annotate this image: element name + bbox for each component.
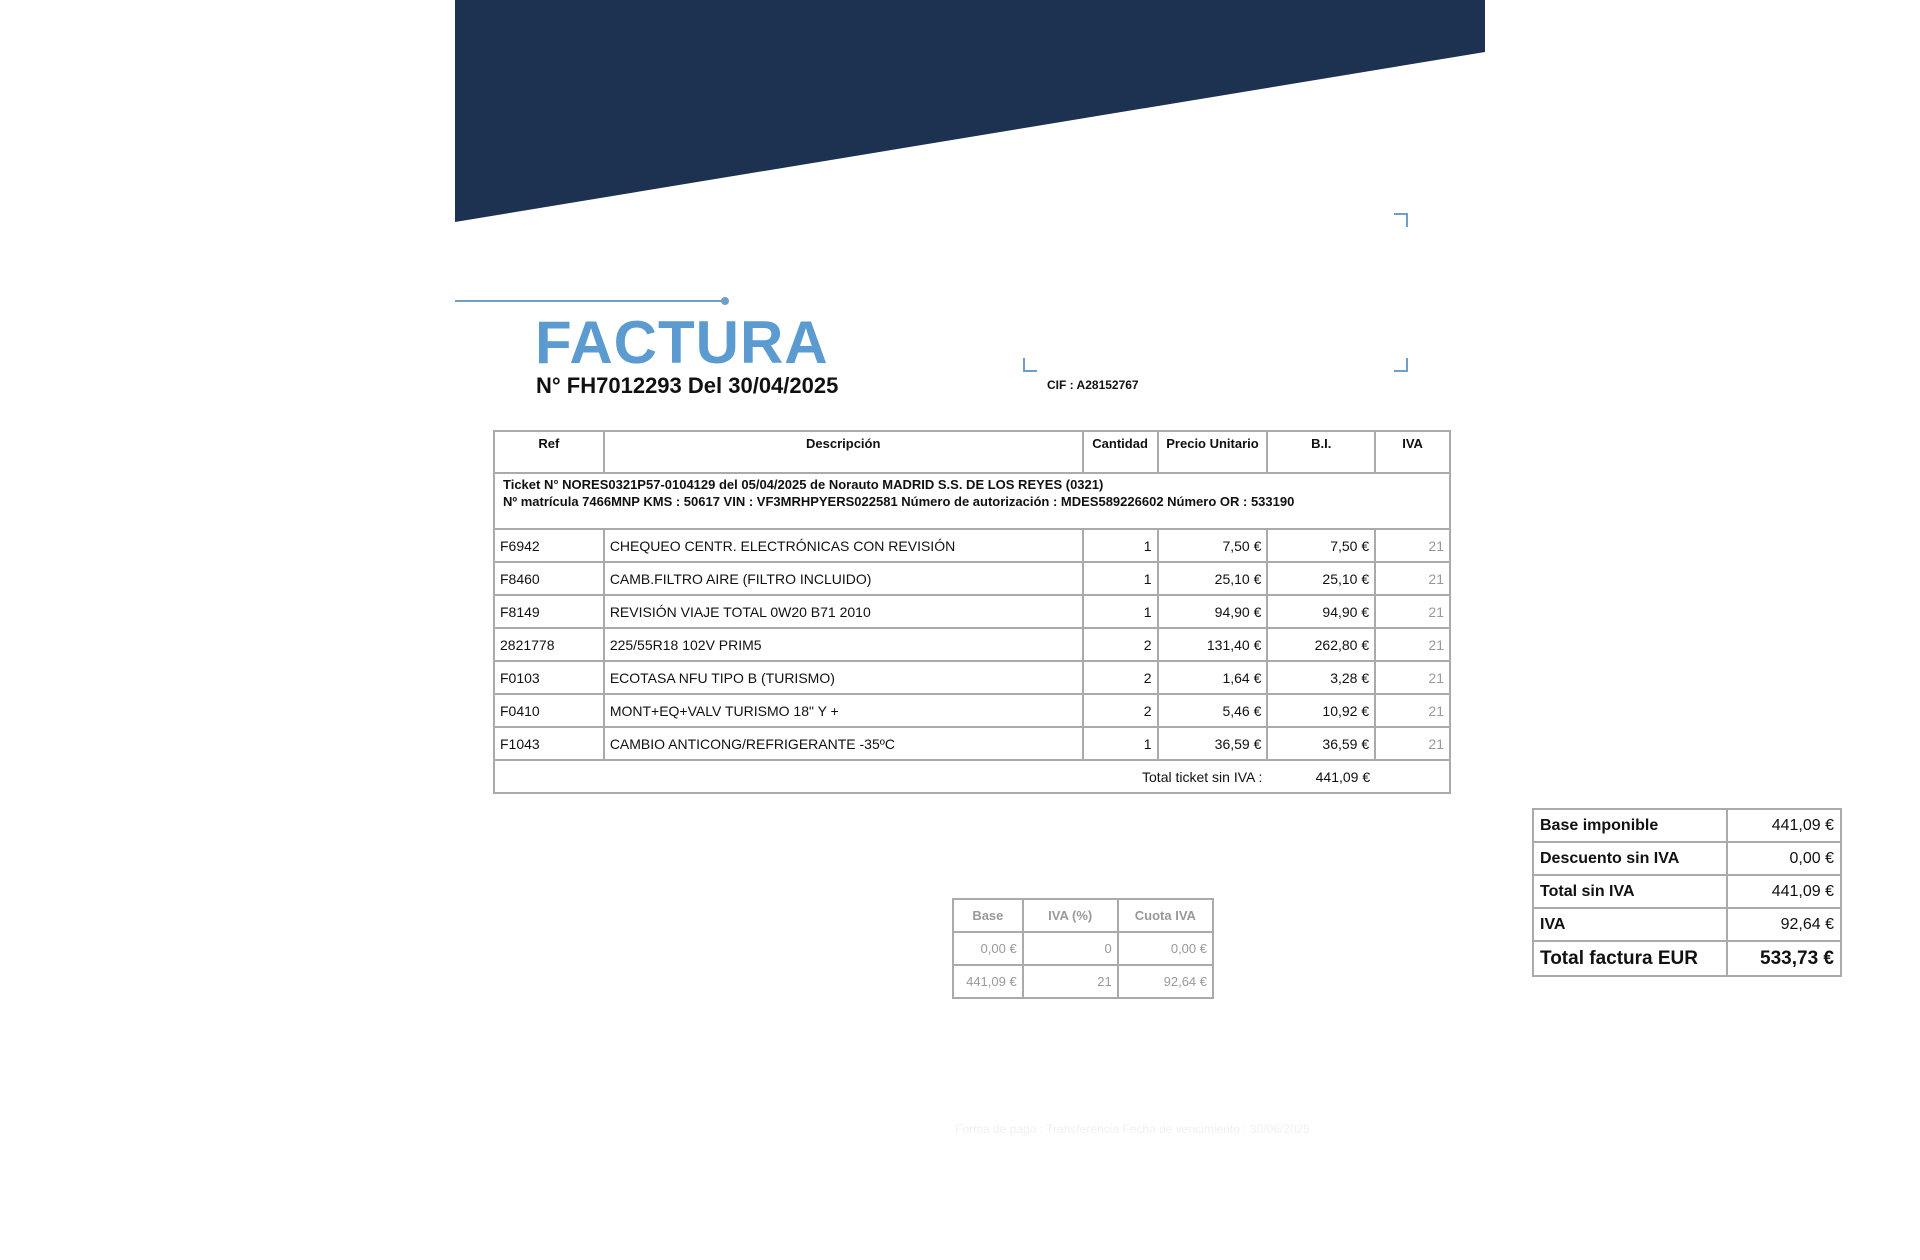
tax-row bbox=[953, 932, 1213, 965]
item-quantity: 1 bbox=[1083, 727, 1158, 760]
totals-label: IVA bbox=[1533, 908, 1727, 941]
totals-table bbox=[1532, 808, 1842, 977]
accent-dot bbox=[721, 297, 729, 305]
table-row bbox=[494, 595, 1450, 628]
tax-base: 0,00 € bbox=[953, 932, 1023, 965]
cif-label: CIF : A28152767 bbox=[1047, 378, 1139, 392]
tax-col-cuota: Cuota IVA bbox=[1118, 899, 1213, 932]
item-unit-price: 25,10 € bbox=[1158, 562, 1268, 595]
totals-value: 441,09 € bbox=[1727, 809, 1841, 842]
corner-mark-top-right bbox=[1394, 213, 1408, 227]
item-quantity: 1 bbox=[1083, 529, 1158, 562]
table-row bbox=[494, 529, 1450, 562]
item-ref: 2821778 bbox=[494, 628, 604, 661]
item-base: 25,10 € bbox=[1267, 562, 1375, 595]
totals-label: Descuento sin IVA bbox=[1533, 842, 1727, 875]
col-iva: IVA bbox=[1375, 431, 1450, 473]
totals-label: Base imponible bbox=[1533, 809, 1727, 842]
totals-row bbox=[1533, 875, 1841, 908]
totals-label: Total sin IVA bbox=[1533, 875, 1727, 908]
col-descripcion: Descripción bbox=[604, 431, 1083, 473]
ticket-info bbox=[494, 473, 1450, 529]
item-description: ECOTASA NFU TIPO B (TURISMO) bbox=[604, 661, 1083, 694]
col-ref: Ref bbox=[494, 431, 604, 473]
ticket-total-label: Total ticket sin IVA : bbox=[494, 760, 1267, 793]
ticket-info-row bbox=[494, 473, 1450, 529]
invoice-title: FACTURA bbox=[535, 309, 829, 376]
tax-breakdown-table bbox=[952, 898, 1214, 999]
ticket-total-row bbox=[494, 760, 1450, 793]
grand-total-label: Total factura EUR bbox=[1533, 941, 1727, 976]
item-quantity: 2 bbox=[1083, 628, 1158, 661]
grand-total-value: 533,73 € bbox=[1727, 941, 1841, 976]
header-banner bbox=[455, 0, 1485, 224]
totals-value: 441,09 € bbox=[1727, 875, 1841, 908]
item-ref: F1043 bbox=[494, 727, 604, 760]
accent-line bbox=[455, 300, 724, 302]
item-unit-price: 131,40 € bbox=[1158, 628, 1268, 661]
item-unit-price: 1,64 € bbox=[1158, 661, 1268, 694]
item-ref: F8149 bbox=[494, 595, 604, 628]
totals-value: 0,00 € bbox=[1727, 842, 1841, 875]
item-description: 225/55R18 102V PRIM5 bbox=[604, 628, 1083, 661]
item-quantity: 2 bbox=[1083, 661, 1158, 694]
table-row bbox=[494, 727, 1450, 760]
tax-base: 441,09 € bbox=[953, 965, 1023, 998]
table-row bbox=[494, 562, 1450, 595]
item-unit-price: 94,90 € bbox=[1158, 595, 1268, 628]
item-ref: F8460 bbox=[494, 562, 604, 595]
item-ref: F6942 bbox=[494, 529, 604, 562]
item-base: 94,90 € bbox=[1267, 595, 1375, 628]
col-cantidad: Cantidad bbox=[1083, 431, 1158, 473]
tax-col-base: Base bbox=[953, 899, 1023, 932]
item-unit-price: 5,46 € bbox=[1158, 694, 1268, 727]
item-iva: 21 bbox=[1375, 529, 1450, 562]
payment-terms: Forma de pago : Transferencia Fecha de vencimiento : 30/06/2025 bbox=[955, 1122, 1310, 1136]
table-row bbox=[494, 628, 1450, 661]
ticket-total-value: 441,09 € bbox=[1267, 760, 1375, 793]
ticket-total-blank bbox=[1375, 760, 1450, 793]
item-iva: 21 bbox=[1375, 727, 1450, 760]
item-ref: F0410 bbox=[494, 694, 604, 727]
ticket-line-2: Nº matrícula 7466MNP KMS : 50617 VIN : VF3MRHPYERS022581 Número de autorización : MDES589226602 Número OR : 533190 bbox=[503, 494, 1295, 509]
item-description: REVISIÓN VIAJE TOTAL 0W20 B71 2010 bbox=[604, 595, 1083, 628]
item-iva: 21 bbox=[1375, 595, 1450, 628]
item-base: 3,28 € bbox=[1267, 661, 1375, 694]
item-base: 10,92 € bbox=[1267, 694, 1375, 727]
invoice-page bbox=[455, 0, 1834, 1260]
item-iva: 21 bbox=[1375, 628, 1450, 661]
item-description: MONT+EQ+VALV TURISMO 18" Y + bbox=[604, 694, 1083, 727]
item-quantity: 1 bbox=[1083, 562, 1158, 595]
item-iva: 21 bbox=[1375, 694, 1450, 727]
table-row bbox=[494, 694, 1450, 727]
item-quantity: 1 bbox=[1083, 595, 1158, 628]
item-unit-price: 36,59 € bbox=[1158, 727, 1268, 760]
corner-mark-bottom-left bbox=[1023, 358, 1037, 372]
tax-pct: 0 bbox=[1023, 932, 1118, 965]
item-description: CHEQUEO CENTR. ELECTRÓNICAS CON REVISIÓN bbox=[604, 529, 1083, 562]
item-description: CAMB.FILTRO AIRE (FILTRO INCLUIDO) bbox=[604, 562, 1083, 595]
corner-mark-bottom-right bbox=[1394, 358, 1408, 372]
totals-row bbox=[1533, 842, 1841, 875]
tax-pct: 21 bbox=[1023, 965, 1118, 998]
totals-row bbox=[1533, 809, 1841, 842]
items-table bbox=[493, 430, 1451, 794]
ticket-line-1: Ticket N° NORES0321P57-0104129 del 05/04/2025 de Norauto MADRID S.S. DE LOS REYES (0321) bbox=[503, 477, 1104, 492]
item-base: 7,50 € bbox=[1267, 529, 1375, 562]
item-description: CAMBIO ANTICONG/REFRIGERANTE -35ºC bbox=[604, 727, 1083, 760]
tax-header-row bbox=[953, 899, 1213, 932]
item-iva: 21 bbox=[1375, 562, 1450, 595]
totals-row bbox=[1533, 908, 1841, 941]
tax-cuota: 0,00 € bbox=[1118, 932, 1213, 965]
item-quantity: 2 bbox=[1083, 694, 1158, 727]
table-row bbox=[494, 661, 1450, 694]
item-base: 36,59 € bbox=[1267, 727, 1375, 760]
items-header-row bbox=[494, 431, 1450, 473]
item-iva: 21 bbox=[1375, 661, 1450, 694]
tax-cuota: 92,64 € bbox=[1118, 965, 1213, 998]
grand-total-row bbox=[1533, 941, 1841, 976]
invoice-number: N° FH7012293 Del 30/04/2025 bbox=[536, 373, 839, 398]
item-base: 262,80 € bbox=[1267, 628, 1375, 661]
col-bi: B.I. bbox=[1267, 431, 1375, 473]
col-precio-unitario: Precio Unitario bbox=[1158, 431, 1268, 473]
item-unit-price: 7,50 € bbox=[1158, 529, 1268, 562]
totals-value: 92,64 € bbox=[1727, 908, 1841, 941]
item-ref: F0103 bbox=[494, 661, 604, 694]
tax-row bbox=[953, 965, 1213, 998]
tax-col-pct: IVA (%) bbox=[1023, 899, 1118, 932]
